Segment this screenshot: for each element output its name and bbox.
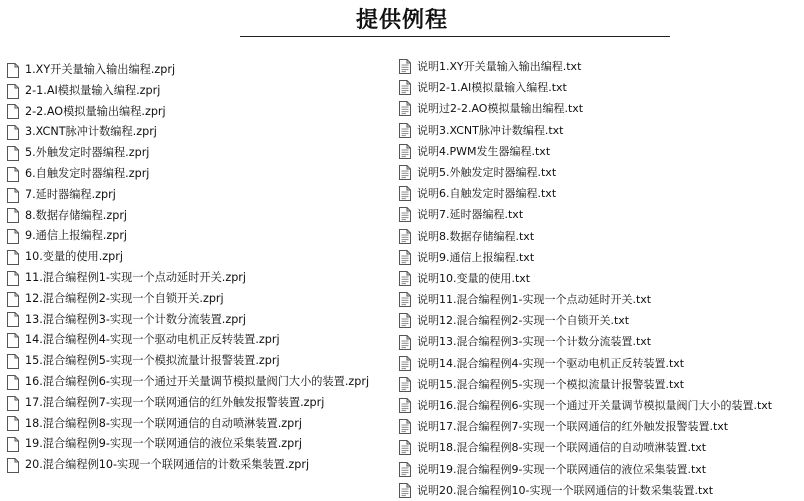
- text-file-icon: [398, 292, 412, 308]
- file-item[interactable]: [6, 455, 398, 476]
- text-file-icon: [398, 165, 412, 181]
- file-name: 2-2.AO模拟量输出编程.zprj: [25, 104, 166, 118]
- project-file-list: [6, 60, 398, 476]
- text-file-icon: [398, 398, 412, 414]
- file-name: 说明6.自触发定时器编程.txt: [417, 187, 557, 201]
- text-file-icon: [398, 461, 412, 477]
- text-file-icon: [398, 355, 412, 371]
- blank-file-icon: [6, 208, 20, 224]
- blank-file-icon: [6, 437, 20, 453]
- file-name: 16.混合编程例6-实现一个通过开关量调节模拟量阀门大小的装置.zprj: [25, 374, 370, 388]
- file-item[interactable]: [398, 480, 804, 501]
- file-name: 说明2-1.AI模拟量输入编程.txt: [417, 81, 567, 95]
- page-title: 提供例程: [355, 8, 448, 33]
- file-name: 说明9.通信上报编程.txt: [417, 250, 535, 264]
- file-item[interactable]: [398, 374, 804, 395]
- file-item[interactable]: [6, 414, 398, 435]
- file-name: 2-1.AI模拟量输入编程.zprj: [25, 83, 161, 97]
- file-item[interactable]: [6, 289, 398, 310]
- file-item[interactable]: [398, 120, 804, 141]
- file-item[interactable]: [398, 459, 804, 480]
- file-item[interactable]: [398, 183, 804, 204]
- file-name: 12.混合编程例2-实现一个自锁开关.zprj: [25, 291, 224, 305]
- file-item[interactable]: [398, 247, 804, 268]
- file-item[interactable]: [6, 206, 398, 227]
- blank-file-icon: [6, 229, 20, 245]
- file-name: 说明12.混合编程例2-实现一个自锁开关.txt: [417, 314, 630, 328]
- text-file-icon: [398, 270, 412, 286]
- file-item[interactable]: [6, 60, 398, 81]
- blank-file-icon: [6, 395, 20, 411]
- file-item[interactable]: [6, 393, 398, 414]
- text-file-icon: [398, 59, 412, 75]
- readme-file-list: [398, 56, 804, 501]
- file-name: 17.混合编程例7-实现一个联网通信的红外触发报警装置.zprj: [25, 395, 325, 409]
- title-underline: [240, 36, 670, 37]
- file-item[interactable]: [6, 122, 398, 143]
- file-item[interactable]: [6, 247, 398, 268]
- text-file-icon: [398, 313, 412, 329]
- file-name: 13.混合编程例3-实现一个计数分流装置.zprj: [25, 312, 246, 326]
- file-item[interactable]: [398, 141, 804, 162]
- text-file-icon: [398, 143, 412, 159]
- blank-file-icon: [6, 374, 20, 390]
- blank-file-icon: [6, 291, 20, 307]
- file-name: 说明14.混合编程例4-实现一个驱动电机正反转装置.txt: [417, 356, 685, 370]
- file-name: 说明3.XCNT脉冲计数编程.txt: [417, 123, 564, 137]
- text-file-icon: [398, 122, 412, 138]
- file-item[interactable]: [6, 164, 398, 185]
- file-name: 说明18.混合编程例8-实现一个联网通信的自动喷淋装置.txt: [417, 441, 707, 455]
- file-item[interactable]: [398, 204, 804, 225]
- text-file-icon: [398, 376, 412, 392]
- text-file-icon: [398, 440, 412, 456]
- file-name: 7.延时器编程.zprj: [25, 187, 116, 201]
- file-name: 5.外触发定时器编程.zprj: [25, 146, 150, 160]
- file-name: 20.混合编程例10-实现一个联网通信的计数采集装置.zprj: [25, 458, 310, 472]
- file-item[interactable]: [6, 226, 398, 247]
- blank-file-icon: [6, 458, 20, 474]
- text-file-icon: [398, 228, 412, 244]
- text-file-icon: [398, 482, 412, 498]
- file-name: 说明11.混合编程例1-实现一个点动延时开关.txt: [417, 293, 652, 307]
- file-item[interactable]: [6, 185, 398, 206]
- file-item[interactable]: [398, 437, 804, 458]
- text-file-icon: [398, 186, 412, 202]
- file-item[interactable]: [6, 143, 398, 164]
- file-name: 8.数据存储编程.zprj: [25, 208, 128, 222]
- blank-file-icon: [6, 333, 20, 349]
- file-item[interactable]: [6, 372, 398, 393]
- blank-file-icon: [6, 104, 20, 120]
- file-name: 18.混合编程例8-实现一个联网通信的自动喷淋装置.zprj: [25, 416, 302, 430]
- file-name: 说明5.外触发定时器编程.txt: [417, 165, 557, 179]
- file-name: 14.混合编程例4-实现一个驱动电机正反转装置.zprj: [25, 333, 280, 347]
- file-item[interactable]: [398, 353, 804, 374]
- blank-file-icon: [6, 354, 20, 370]
- blank-file-icon: [6, 270, 20, 286]
- file-item[interactable]: [398, 77, 804, 98]
- blank-file-icon: [6, 187, 20, 203]
- file-item[interactable]: [398, 289, 804, 310]
- file-item[interactable]: [398, 226, 804, 247]
- file-name: 说明8.数据存储编程.txt: [417, 229, 535, 243]
- file-name: 说明13.混合编程例3-实现一个计数分流装置.txt: [417, 335, 652, 349]
- text-file-icon: [398, 207, 412, 223]
- blank-file-icon: [6, 62, 20, 78]
- blank-file-icon: [6, 125, 20, 141]
- blank-file-icon: [6, 83, 20, 99]
- file-item[interactable]: [6, 330, 398, 351]
- file-item[interactable]: [398, 416, 804, 437]
- file-name: 11.混合编程例1-实现一个点动延时开关.zprj: [25, 270, 246, 284]
- file-name: 说明1.XY开关量输入输出编程.txt: [417, 60, 582, 73]
- text-file-icon: [398, 80, 412, 96]
- file-name: 19.混合编程例9-实现一个联网通信的液位采集装置.zprj: [25, 437, 302, 451]
- file-name: 说明17.混合编程例7-实现一个联网通信的红外触发报警装置.txt: [417, 420, 729, 434]
- file-item[interactable]: [398, 310, 804, 331]
- file-item[interactable]: [398, 395, 804, 416]
- file-item[interactable]: [6, 81, 398, 102]
- blank-file-icon: [6, 146, 20, 162]
- blank-file-icon: [6, 250, 20, 266]
- file-item[interactable]: [6, 268, 398, 289]
- file-name: 说明7.延时器编程.txt: [417, 208, 524, 222]
- blank-file-icon: [6, 416, 20, 432]
- blank-file-icon: [6, 166, 20, 182]
- file-item[interactable]: [398, 98, 804, 119]
- file-item[interactable]: [398, 268, 804, 289]
- text-file-icon: [398, 419, 412, 435]
- file-name: 说明20.混合编程例10-实现一个联网通信的计数采集装置.txt: [417, 483, 714, 497]
- file-item[interactable]: [6, 351, 398, 372]
- file-item[interactable]: [398, 56, 804, 77]
- file-name: 1.XY开关量输入输出编程.zprj: [25, 63, 176, 76]
- file-item[interactable]: [398, 162, 804, 183]
- file-name: 说明10.变量的使用.txt: [417, 271, 531, 285]
- file-name: 说明15.混合编程例5-实现一个模拟流量计报警装置.txt: [417, 377, 685, 391]
- file-name: 说明16.混合编程例6-实现一个通过开关量调节模拟量阀门大小的装置.txt: [417, 399, 773, 412]
- file-name: 15.混合编程例5-实现一个模拟流量计报警装置.zprj: [25, 354, 280, 368]
- file-name: 3.XCNT脉冲计数编程.zprj: [25, 125, 157, 139]
- file-item[interactable]: [398, 331, 804, 352]
- file-name: 说明过2-2.AO模拟量输出编程.txt: [417, 102, 584, 116]
- file-item[interactable]: [6, 102, 398, 123]
- file-name: 6.自触发定时器编程.zprj: [25, 166, 150, 180]
- file-item[interactable]: [6, 434, 398, 455]
- file-name: 说明4.PWM发生器编程.txt: [417, 144, 551, 158]
- blank-file-icon: [6, 312, 20, 328]
- file-name: 9.通信上报编程.zprj: [25, 229, 128, 243]
- file-name: 说明19.混合编程例9-实现一个联网通信的液位采集装置.txt: [417, 462, 707, 476]
- text-file-icon: [398, 334, 412, 350]
- text-file-icon: [398, 101, 412, 117]
- file-name: 10.变量的使用.zprj: [25, 250, 123, 264]
- text-file-icon: [398, 249, 412, 265]
- file-item[interactable]: [6, 310, 398, 331]
